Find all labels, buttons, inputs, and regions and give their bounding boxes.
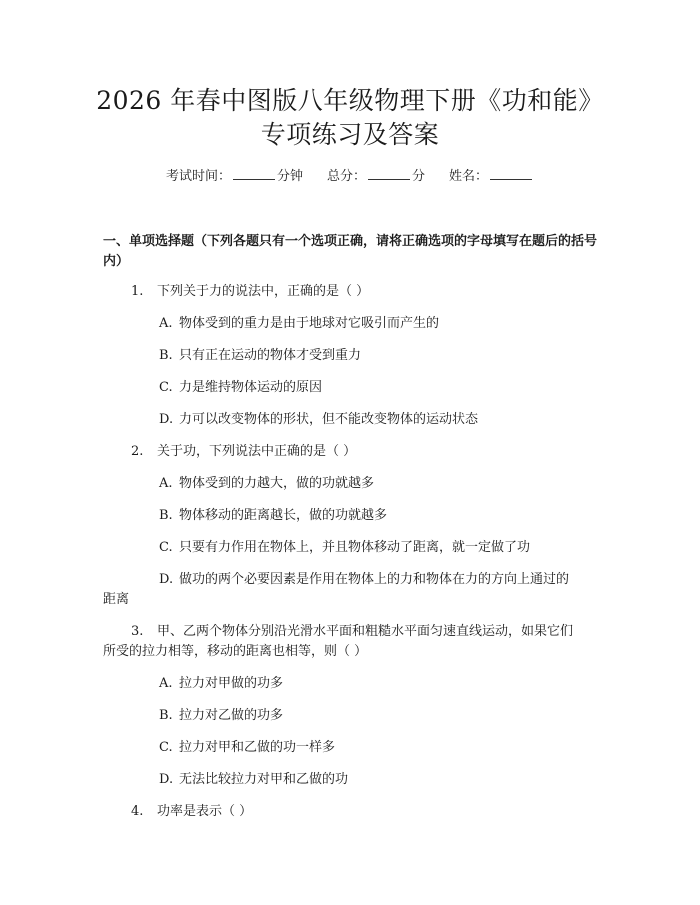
- time-label: 考试时间：: [165, 169, 231, 184]
- option-letter: D.: [159, 572, 174, 587]
- question-3-stem-continued: 所受的拉力相等，移动的距离也相等，则（ ）: [103, 644, 368, 659]
- question-1-option-b: [159, 346, 361, 366]
- time-unit: 分钟: [276, 169, 303, 184]
- option-text: 物体移动的距离越长，做的功就越多: [179, 508, 388, 523]
- question-1-option-a: [159, 314, 439, 334]
- option-text: 只有正在运动的物体才受到重力: [179, 348, 362, 363]
- option-letter: D.: [159, 772, 174, 787]
- question-3-option-c: [159, 738, 335, 758]
- exam-meta-line: [0, 167, 700, 186]
- question-3-option-a: [159, 674, 283, 694]
- name-label: 姓名：: [449, 169, 489, 184]
- option-letter: A.: [159, 316, 173, 331]
- question-stem: 下列关于力的说法中，正确的是（ ）: [157, 284, 370, 299]
- question-number: 3.: [131, 624, 144, 639]
- question-number: 4.: [131, 804, 144, 819]
- option-text: 拉力对乙做的功多: [179, 708, 284, 723]
- option-letter: A.: [159, 676, 173, 691]
- question-2-option-a: [159, 474, 374, 494]
- option-text: 力可以改变物体的形状，但不能改变物体的运动状态: [179, 412, 479, 427]
- score-blank: [368, 167, 410, 180]
- question-stem: 关于功，下列说法中正确的是（ ）: [157, 444, 357, 459]
- score-label: 总分：: [326, 169, 366, 184]
- section-heading-single-choice: 一、单项选择题（下列各题只有一个选项正确，请将正确选项的字母填写在题后的括号内）: [103, 234, 598, 269]
- option-letter: B.: [159, 708, 173, 723]
- option-text: 拉力对甲做的功多: [179, 676, 284, 691]
- question-number: 1.: [131, 284, 144, 299]
- time-blank: [233, 167, 275, 180]
- document-title-line-2: 专项练习及答案: [260, 120, 440, 149]
- question-2-option-d-continued: 距离: [103, 592, 130, 607]
- question-3-option-b: [159, 706, 283, 726]
- name-blank: [490, 167, 532, 180]
- option-text: 无法比较拉力对甲和乙做的功: [179, 772, 349, 787]
- option-letter: D.: [159, 412, 174, 427]
- question-stem: 甲、乙两个物体分别沿光滑水平面和粗糙水平面匀速直线运动，如果它们: [157, 624, 574, 639]
- question-3-option-d: [159, 770, 348, 790]
- question-3: [131, 622, 573, 642]
- option-letter: C.: [159, 740, 173, 755]
- option-text: 物体受到的力越大，做的功就越多: [179, 476, 375, 491]
- option-text: 力是维持物体运动的原因: [179, 380, 323, 395]
- option-letter: A.: [159, 476, 173, 491]
- option-letter: C.: [159, 540, 173, 555]
- question-2: [131, 442, 356, 462]
- question-1: [131, 282, 369, 302]
- option-text: 物体受到的重力是由于地球对它吸引而产生的: [179, 316, 440, 331]
- document-title-line-1: 2026 年春中图版八年级物理下册《功和能》: [96, 86, 604, 115]
- question-1-option-d: [159, 410, 478, 430]
- option-letter: C.: [159, 380, 173, 395]
- question-2-option-b: [159, 506, 387, 526]
- option-letter: B.: [159, 348, 173, 363]
- option-text: 只要有力作用在物体上，并且物体移动了距离，就一定做了功: [179, 540, 531, 555]
- question-number: 2.: [131, 444, 144, 459]
- question-2-option-c: [159, 538, 530, 558]
- question-1-option-c: [159, 378, 322, 398]
- question-stem: 功率是表示（ ）: [157, 804, 253, 819]
- option-letter: B.: [159, 508, 173, 523]
- question-4: [131, 802, 252, 822]
- option-text: 做功的两个必要因素是作用在物体上的力和物体在力的方向上通过的: [179, 572, 570, 587]
- option-text: 拉力对甲和乙做的功一样多: [179, 740, 336, 755]
- score-unit: 分: [412, 169, 426, 184]
- question-2-option-d: [159, 570, 569, 590]
